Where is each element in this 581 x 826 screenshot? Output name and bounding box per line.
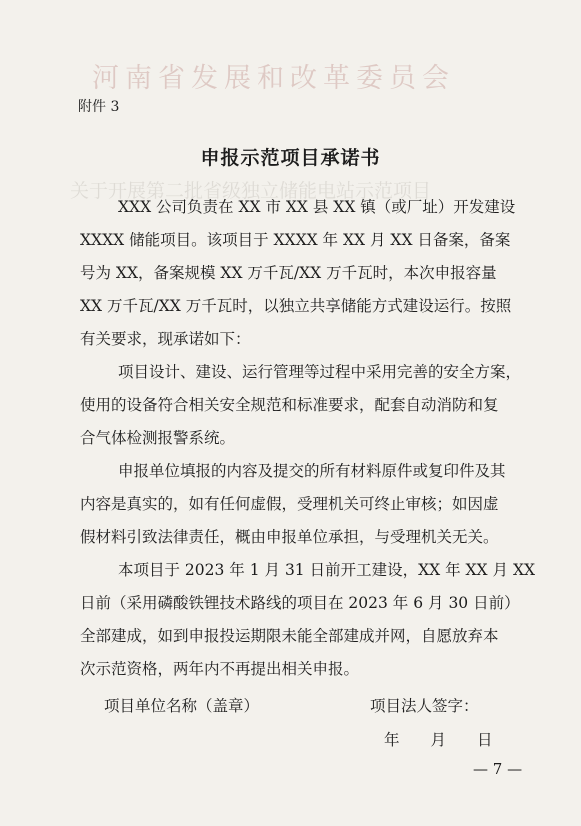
body-line: 合气体检测报警系统。 (80, 429, 236, 447)
body-line: 次示范资格，两年内不再提出相关申报。 (80, 660, 360, 678)
body-line: 全部建成，如到申报投运期限未能全部建成并网，自愿放弃本 (80, 627, 499, 645)
page-number: — 7 — (473, 760, 523, 778)
body-line: 申报单位填报的内容及提交的所有材料原件或复印件及其 (118, 462, 506, 480)
body-line: XXXX 储能项目。该项目于 XXXX 年 XX 月 XX 日备案，备案 (80, 231, 511, 249)
body-line: 有关要求，现承诺如下： (80, 330, 251, 348)
bleed-through-header: 河南省发展和改革委员会 (92, 63, 455, 94)
attachment-label: 附件 3 (78, 99, 120, 115)
document-title: 申报示范项目承诺书 (200, 147, 381, 169)
legal-representative-signature-label: 项目法人签字： (370, 697, 479, 715)
body-line: XXX 公司负责在 XX 市 XX 县 XX 镇（或厂址）开发建设 (118, 198, 516, 216)
project-unit-name-label: 项目单位名称（盖章） (104, 697, 260, 715)
body-line: 内容是真实的，如有任何虚假，受理机关可终止审核；如因虚 (80, 495, 499, 513)
body-line: XX 万千瓦/XX 万千瓦时，以独立共享储能方式建设运行。按照 (80, 297, 512, 315)
body-line: 使用的设备符合相关安全规范和标准要求，配套自动消防和复 (80, 396, 499, 414)
bleed-through-title: 关于开展第二批省级独立储能电站示范项目 (70, 180, 432, 202)
body-line: 本项目于 2023 年 1 月 31 日前开工建设，XX 年 XX 月 XX (118, 561, 536, 579)
body-line: 项目设计、建设、运行管理等过程中采用完善的安全方案， (118, 363, 522, 381)
body-line: 日前（采用磷酸铁锂技术路线的项目在 2023 年 6 月 30 日前） (80, 594, 520, 612)
body-line: 号为 XX，备案规模 XX 万千瓦/XX 万千瓦时，本次申报容量 (80, 264, 497, 282)
body-line: 假材料引致法律责任，概由申报单位承担，与受理机关无关。 (80, 528, 499, 546)
signature-date-label: 年 月 日 (384, 731, 493, 749)
